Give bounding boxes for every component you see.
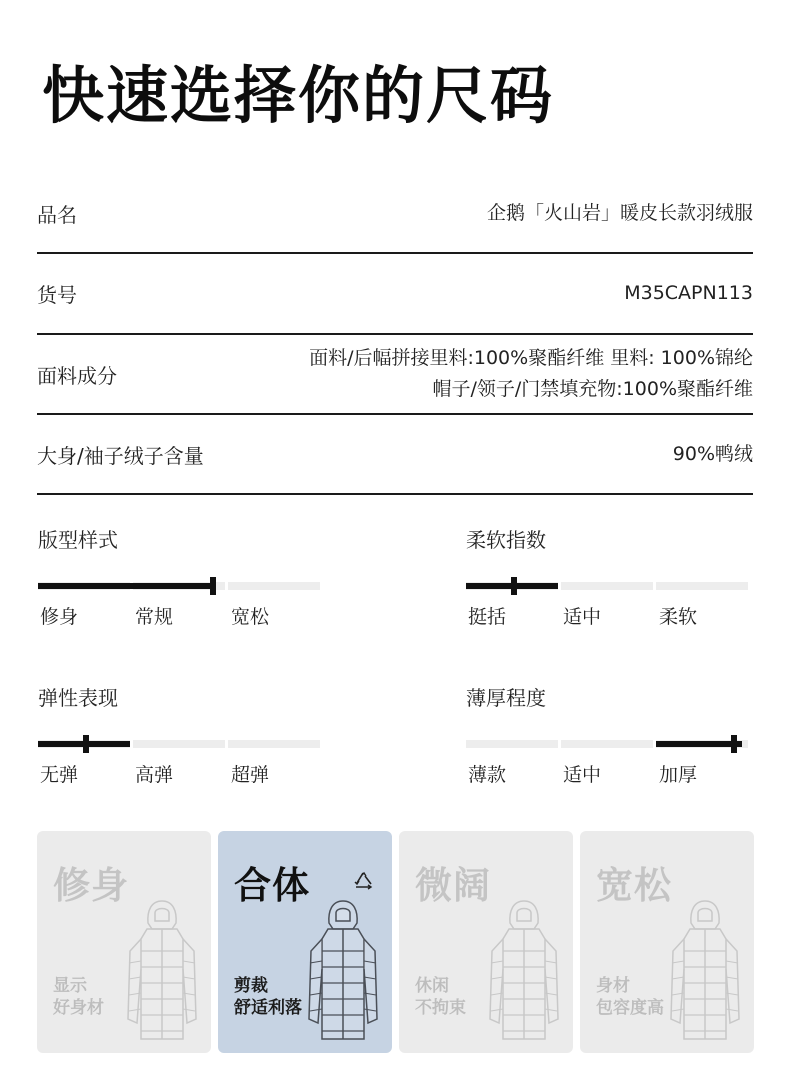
fit-card-slim[interactable] [37,831,211,1053]
scale-segment [656,582,748,590]
fit-card-desc [234,975,302,1019]
scale-track [466,740,748,748]
fit-card-name: 宽松 [596,864,672,907]
jacket-part [491,977,503,979]
fit-card-desc-line: 显示 [53,976,87,996]
scale-marker [731,735,737,753]
jacket-part [672,977,684,979]
scale-track [38,740,320,748]
scale-segment [228,582,320,590]
jacket-part [183,961,195,963]
jacket-part [691,901,719,929]
puffer-jacket-icon [125,899,199,1045]
scale-label: 加厚 [659,764,698,786]
fit-card-desc-line: 剪裁 [234,976,268,996]
scale-label: 常规 [135,606,174,628]
jacket-part [672,1009,684,1011]
scale-title: 弹性表现 [38,686,118,710]
fit-card-regular[interactable] [218,831,392,1053]
spec-value-line: M35CAPN113 [624,282,753,304]
puffer-jacket-icon [306,899,380,1045]
jacket-part [726,961,738,963]
scale-marker [83,735,89,753]
jacket-part [698,909,712,922]
scale-labels [38,602,320,626]
scale-label: 挺括 [468,606,507,628]
scale-labels [466,760,748,784]
jacket-part [545,961,557,963]
scale-label: 适中 [563,764,602,786]
scale-label: 修身 [40,606,79,628]
spec-value-line: 面料/后幅拼接里料:100%聚酯纤维 里料: 100%锦纶 [309,347,753,369]
jacket-part [491,1009,503,1011]
scale-segment [561,582,653,590]
recycle-triangle-icon [352,871,374,891]
fit-card-name: 微阔 [415,864,491,907]
scale-segment [133,740,225,748]
puffer-jacket-icon [487,899,561,1045]
jacket-part [545,977,557,979]
jacket-part [336,909,350,922]
scale-thickness [466,682,748,784]
jacket-part [726,977,738,979]
spec-value-line: 90%鸭绒 [672,442,753,465]
jacket-part [672,961,684,963]
page-title: 快速选择你的尺码 [42,59,555,132]
scale-marker [210,577,216,595]
jacket-part [517,909,531,922]
fit-card-desc-line: 包容度高 [596,998,664,1018]
scale-fill [656,741,742,747]
spec-label: 面料成分 [37,363,117,388]
scale-title: 柔软指数 [466,528,546,552]
jacket-part [726,1009,738,1011]
scale-softness [466,524,748,626]
scale-title: 薄厚程度 [466,686,546,710]
spec-label: 货号 [37,283,77,307]
fit-card-name: 合体 [234,864,310,907]
jacket-part [155,909,169,922]
spec-row-item-number [37,254,753,335]
scale-label: 无弹 [40,764,79,786]
spec-table [37,174,753,495]
scale-labels [466,602,748,626]
jacket-part [545,1009,557,1011]
fit-card-relaxed[interactable] [399,831,573,1053]
spec-label: 品名 [37,202,77,227]
spec-value-line: 帽子/领子/门禁填充物:100%聚酯纤维 [432,378,753,400]
fit-card-desc-line: 好身材 [53,998,104,1018]
jacket-part [148,901,176,929]
scale-label: 高弹 [135,764,174,786]
fit-card-desc-line: 不拘束 [415,998,466,1018]
spec-row-fabric [37,335,753,415]
scale-title: 版型样式 [38,528,118,552]
spec-label: 大身/袖子绒子含量 [37,443,204,468]
scale-track [466,582,748,590]
scale-label: 超弹 [231,764,270,786]
fit-card-name: 修身 [53,864,129,907]
fit-card-desc [415,975,466,1019]
jacket-part [183,977,195,979]
scale-segment [228,740,320,748]
jacket-part [129,961,141,963]
fit-card-desc-line: 身材 [596,976,630,996]
spec-row-product-name [37,174,753,254]
fit-cards [37,831,753,1053]
jacket-part [510,901,538,929]
spec-row-down-content [37,415,753,495]
spec-value [309,343,753,405]
scale-track [38,582,320,590]
spec-value-line: 企鹅「火山岩」暖皮长款羽绒服 [486,201,753,224]
fit-card-desc [53,975,104,1019]
scale-fit-style [38,524,320,626]
fit-card-desc-line: 休闲 [415,976,449,996]
scale-segment [561,740,653,748]
spec-value [673,439,753,470]
fit-card-desc [596,975,664,1019]
fit-card-desc-line: 舒适利落 [234,998,302,1018]
scale-label: 宽松 [231,606,270,628]
scale-elasticity [38,682,320,784]
scale-label: 薄款 [468,764,507,786]
puffer-jacket-icon [668,899,742,1045]
jacket-part [491,961,503,963]
scale-marker [511,577,517,595]
jacket-part [129,1009,141,1011]
jacket-part [129,977,141,979]
scale-segment [466,740,558,748]
scale-label: 柔软 [659,606,698,628]
fit-card-loose[interactable] [580,831,754,1053]
scale-labels [38,760,320,784]
jacket-part [183,1009,195,1011]
spec-value [624,278,753,309]
spec-value [487,198,753,229]
scale-fill [38,583,213,589]
scale-label: 适中 [563,606,602,628]
